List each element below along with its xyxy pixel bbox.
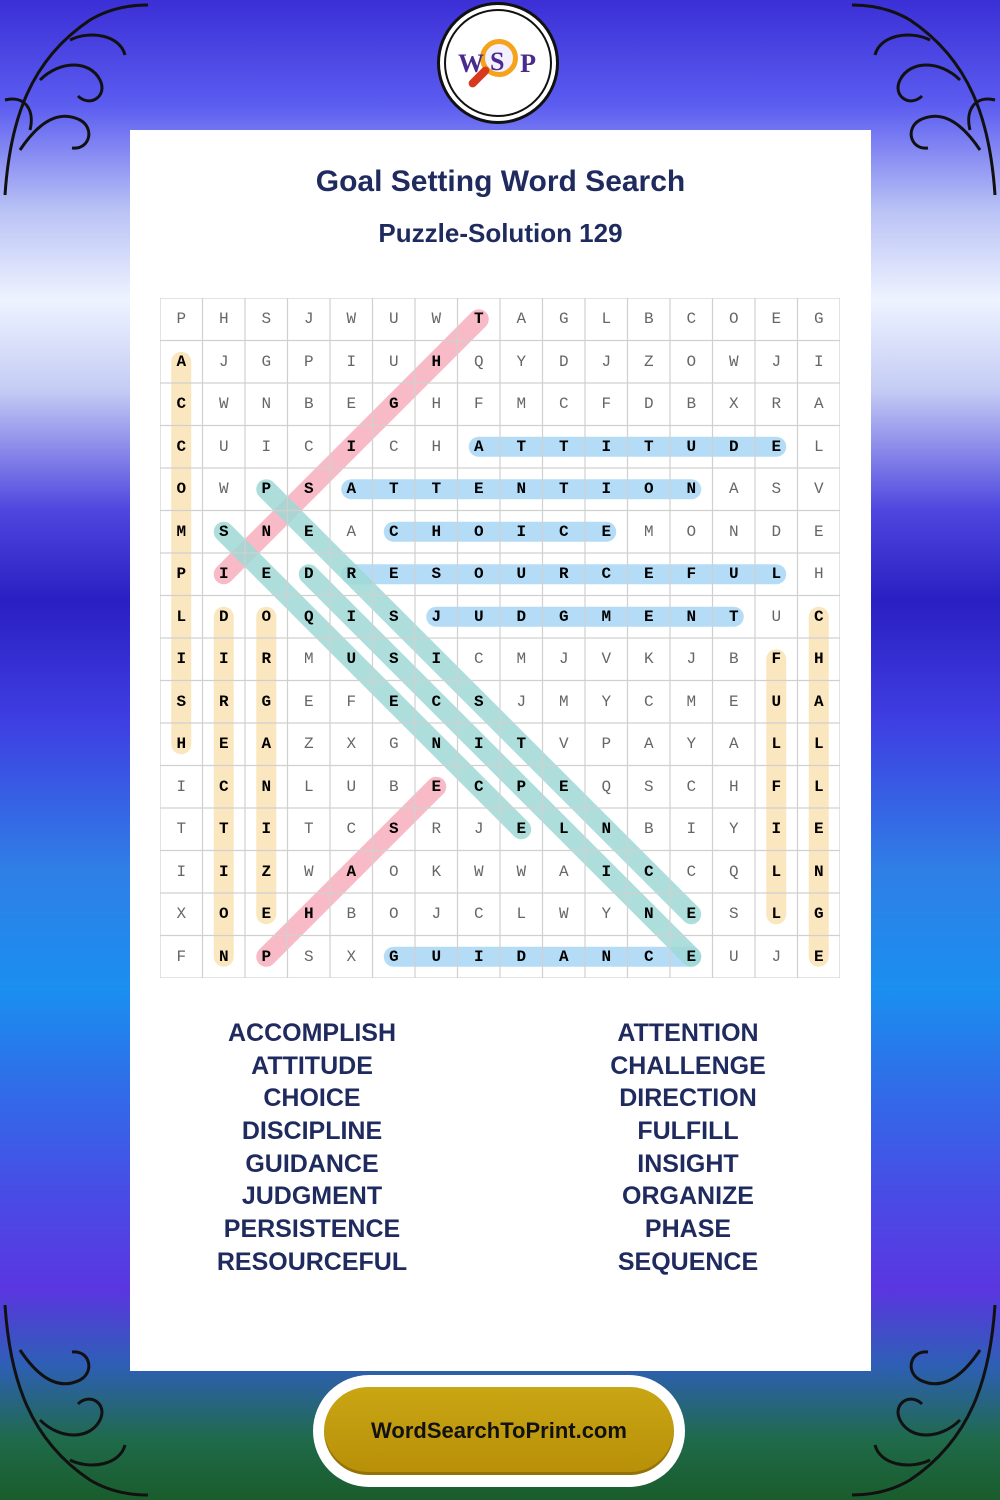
grid-cell[interactable]: J [303,310,314,329]
grid-cell[interactable]: C [473,650,484,669]
word-list-item: ACCOMPLISH [227,1019,397,1047]
grid-cell[interactable]: E [261,905,272,924]
grid-cell[interactable]: S [218,522,229,541]
grid-cell[interactable]: C [388,437,399,456]
grid-cell[interactable]: M [601,607,612,626]
grid-cell[interactable]: H [431,352,442,371]
grid-cell[interactable]: H [431,395,442,414]
grid-cell[interactable]: W [558,905,569,924]
grid-cell[interactable]: E [303,692,314,711]
grid-cell[interactable]: C [813,607,824,626]
grid-cell[interactable]: E [771,310,782,329]
word-list-left [162,1017,462,1279]
word-list-item: ATTENTION [617,1019,759,1047]
grid-cell[interactable]: N [431,735,442,754]
grid-cell[interactable]: I [346,607,357,626]
grid-cell[interactable]: Q [728,862,739,881]
grid-cell[interactable]: E [388,565,399,584]
grid-cell[interactable]: I [261,820,272,839]
grid-cell[interactable]: B [388,777,399,796]
page-title: Goal Setting Word Search [315,165,686,198]
grid-cell[interactable]: O [388,905,399,924]
grid-cell[interactable]: C [686,310,697,329]
grid-cell[interactable]: L [771,565,782,584]
grid-cell[interactable]: V [601,650,612,669]
grid-cell[interactable]: T [473,310,484,329]
grid-cell[interactable]: I [601,862,612,881]
grid-cell[interactable]: C [601,565,612,584]
grid-cell[interactable]: E [516,820,527,839]
grid-cell[interactable]: J [771,947,782,966]
grid-cell[interactable]: E [473,480,484,499]
grid-cell[interactable]: N [601,820,612,839]
grid-cell[interactable]: A [176,352,187,371]
grid-cell[interactable]: E [728,692,739,711]
grid-cell[interactable]: Y [601,905,612,924]
grid-cell[interactable]: T [643,437,654,456]
grid-cell[interactable]: N [261,522,272,541]
grid-cell[interactable]: E [813,522,824,541]
grid-cell[interactable]: A [813,395,824,414]
grid-cell[interactable]: O [261,607,272,626]
grid-cell[interactable]: G [388,735,399,754]
grid-cell[interactable]: L [813,735,824,754]
grid-cell[interactable]: I [218,862,229,881]
word-list-item: PERSISTENCE [223,1215,401,1244]
grid-cell[interactable]: G [813,905,824,924]
grid-cell[interactable]: B [346,905,357,924]
grid-cell[interactable]: H [218,310,229,329]
word-list-item: CHALLENGE [610,1051,766,1080]
grid-cell[interactable]: F [771,777,782,796]
grid-cell[interactable]: D [303,565,314,584]
grid-cell[interactable]: E [771,437,782,456]
grid-cell[interactable]: A [813,692,824,711]
grid-cell[interactable]: C [176,437,187,456]
corner-flourish-top-left [0,0,150,200]
grid-cell[interactable]: B [643,820,654,839]
grid-cell[interactable]: M [558,692,569,711]
grid-cell[interactable]: R [218,692,229,711]
grid-cell[interactable]: G [261,692,272,711]
grid-cell[interactable]: I [176,777,187,796]
grid-cell[interactable]: P [176,565,187,584]
grid-cell[interactable]: L [813,437,824,456]
grid-cell[interactable]: O [728,310,739,329]
grid-cell[interactable]: Z [261,862,272,881]
grid-cell[interactable]: X [728,395,739,414]
grid-cell[interactable]: E [643,565,654,584]
grid-cell[interactable]: L [771,905,782,924]
grid-cell[interactable]: E [388,692,399,711]
grid-cell[interactable]: P [601,735,612,754]
grid-cell[interactable]: P [303,352,314,371]
grid-cell[interactable]: Z [643,352,654,371]
grid-cell[interactable]: L [303,777,314,796]
grid-cell[interactable]: Y [516,352,527,371]
wsp-logo[interactable] [437,2,559,124]
grid-cell[interactable]: C [558,395,569,414]
grid-cell[interactable]: T [516,437,527,456]
corner-flourish-top-right [850,0,1000,200]
grid-cell[interactable]: U [728,565,739,584]
grid-cell[interactable]: D [728,437,739,456]
grid-cell[interactable]: P [176,310,187,329]
grid-cell[interactable]: C [686,777,697,796]
grid-cell[interactable]: J [686,650,697,669]
grid-cell[interactable]: T [303,820,314,839]
word-list-item: ORGANIZE [622,1182,754,1211]
grid-cell[interactable]: H [431,437,442,456]
logo-badge [444,9,552,117]
grid-cell[interactable]: N [643,905,654,924]
grid-cell[interactable]: T [176,820,187,839]
grid-cell[interactable]: M [516,650,527,669]
grid-cell[interactable]: O [473,565,484,584]
grid-cell[interactable]: W [218,395,229,414]
word-list-item: CHOICE [263,1084,361,1113]
grid-cell[interactable]: I [431,650,442,669]
grid-cell[interactable]: C [643,692,654,711]
grid-cell[interactable]: J [218,352,229,371]
grid-cell[interactable]: E [686,905,697,924]
grid-cell[interactable]: T [728,607,739,626]
grid-cell[interactable]: A [558,862,569,881]
grid-cell[interactable]: C [643,862,654,881]
grid-cell[interactable]: I [261,437,272,456]
grid-cell[interactable]: X [176,905,187,924]
grid-cell[interactable]: S [176,692,187,711]
logo-letter-w: W [458,49,484,78]
grid-cell[interactable]: U [771,692,782,711]
grid-cell[interactable]: T [558,437,569,456]
word-list-item: PHASE [644,1215,732,1244]
grid-cell[interactable]: I [601,480,612,499]
grid-cell[interactable]: Y [686,735,697,754]
grid-cell[interactable]: N [728,522,739,541]
grid-cell[interactable]: Q [303,607,314,626]
grid-cell[interactable]: B [643,310,654,329]
grid-cell[interactable]: C [303,437,314,456]
grid-cell[interactable]: W [431,310,442,329]
grid-cell[interactable]: D [771,522,782,541]
grid-cell[interactable]: W [303,862,314,881]
grid-cell[interactable]: F [686,565,697,584]
grid-cell[interactable]: C [686,862,697,881]
logo-letter-p: P [520,49,536,78]
grid-cell[interactable]: N [601,947,612,966]
grid-cell[interactable]: A [643,735,654,754]
grid-cell[interactable]: C [431,692,442,711]
grid-cell[interactable]: E [558,777,569,796]
grid-cell[interactable]: M [176,522,187,541]
grid-cell[interactable]: U [771,607,782,626]
grid-cell[interactable]: L [176,607,187,626]
grid-cell[interactable]: L [516,905,527,924]
grid-cell[interactable]: H [813,565,824,584]
grid-cell[interactable]: G [261,352,272,371]
grid-cell[interactable]: C [388,522,399,541]
grid-cell[interactable]: E [261,565,272,584]
grid-cell[interactable]: O [388,862,399,881]
grid-cell[interactable]: J [558,650,569,669]
grid-cell[interactable]: A [728,735,739,754]
grid-cell[interactable]: U [388,310,399,329]
word-list-item: FULFILL [637,1117,739,1146]
grid-cell[interactable]: G [388,947,399,966]
grid-cell[interactable]: A [346,522,357,541]
grid-cell[interactable]: S [643,777,654,796]
grid-cell[interactable]: S [771,480,782,499]
grid-cell[interactable]: Y [728,820,739,839]
word-list-item: INSIGHT [637,1149,739,1178]
grid-cell[interactable]: S [473,692,484,711]
grid-cell[interactable]: W [728,352,739,371]
grid-cell[interactable]: J [601,352,612,371]
grid-cell[interactable]: N [261,395,272,414]
grid-cell[interactable]: Q [601,777,612,796]
grid-cell[interactable]: J [431,607,442,626]
grid-cell[interactable]: F [601,395,612,414]
grid-cell[interactable]: A [261,735,272,754]
grid-cell[interactable]: T [558,480,569,499]
grid-cell[interactable]: O [643,480,654,499]
grid-cell[interactable]: C [176,395,187,414]
grid-cell[interactable]: J [771,352,782,371]
grid-cell[interactable]: D [643,395,654,414]
grid-cell[interactable]: E [431,777,442,796]
grid-cell[interactable]: E [218,735,229,754]
grid-cell[interactable]: I [218,650,229,669]
grid-cell[interactable]: J [473,820,484,839]
grid-cell[interactable]: N [516,480,527,499]
grid-cell[interactable]: I [601,437,612,456]
grid-cell[interactable]: U [388,352,399,371]
grid-cell[interactable]: R [261,650,272,669]
grid-cell[interactable]: P [261,947,272,966]
grid-cell[interactable]: R [558,565,569,584]
grid-cell[interactable]: I [346,352,357,371]
grid-cell[interactable]: U [431,947,442,966]
grid-cell[interactable]: I [346,437,357,456]
grid-cell[interactable]: G [558,310,569,329]
grid-cell[interactable]: M [686,692,697,711]
grid-cell[interactable]: P [261,480,272,499]
grid-cell[interactable]: G [558,607,569,626]
grid-cell[interactable]: E [303,522,314,541]
grid-cell[interactable]: U [346,777,357,796]
grid-cell[interactable]: T [431,480,442,499]
grid-cell[interactable]: D [516,607,527,626]
grid-cell[interactable]: I [473,735,484,754]
grid-cell[interactable]: F [473,395,484,414]
grid-cell[interactable]: H [176,735,187,754]
grid-cell[interactable]: H [728,777,739,796]
grid-cell[interactable]: Q [473,352,484,371]
puzzle-card [130,130,871,1371]
grid-cell[interactable]: U [346,650,357,669]
grid-cell[interactable]: I [176,650,187,669]
grid-cell[interactable]: E [601,522,612,541]
grid-cell[interactable]: T [516,735,527,754]
grid-cell[interactable]: L [558,820,569,839]
grid-cell[interactable]: L [601,310,612,329]
grid-cell[interactable]: A [728,480,739,499]
grid-cell[interactable]: K [431,862,442,881]
grid-cell[interactable]: C [346,820,357,839]
word-list-item: JUDGMENT [241,1182,383,1211]
grid-cell[interactable]: C [473,777,484,796]
grid-cell[interactable]: G [388,395,399,414]
grid-cell[interactable]: J [516,692,527,711]
grid-cell[interactable]: P [516,777,527,796]
grid-cell[interactable]: I [218,565,229,584]
word-list-item: DISCIPLINE [241,1117,383,1146]
grid-cell[interactable]: R [431,820,442,839]
grid-cell[interactable]: S [261,310,272,329]
corner-flourish-bottom-left [0,1300,150,1500]
footer-badge[interactable] [313,1375,685,1487]
grid-cell[interactable]: L [771,862,782,881]
grid-cell[interactable]: L [813,777,824,796]
grid-cell[interactable]: A [558,947,569,966]
grid-cell[interactable]: W [473,862,484,881]
grid-cell[interactable]: W [346,310,357,329]
grid-cell[interactable]: D [516,947,527,966]
grid-cell[interactable]: T [388,480,399,499]
grid-cell[interactable]: U [218,437,229,456]
grid-cell[interactable]: B [728,650,739,669]
grid-cell[interactable]: O [686,522,697,541]
grid-cell[interactable]: O [473,522,484,541]
grid-cell[interactable]: A [516,310,527,329]
grid-cell[interactable]: F [771,650,782,669]
grid-cell[interactable]: G [813,310,824,329]
grid-cell[interactable]: S [388,820,399,839]
word-list-item: SEQUENCE [617,1247,759,1276]
grid-cell[interactable]: F [346,692,357,711]
logo-letter-s: S [490,47,505,76]
grid-cell[interactable]: N [218,947,229,966]
word-list-item: ATTITUDE [251,1051,373,1080]
grid-cell[interactable]: I [176,862,187,881]
grid-cell[interactable]: E [346,395,357,414]
grid-cell[interactable]: V [558,735,569,754]
grid-cell[interactable]: K [643,650,654,669]
grid-cell[interactable]: U [473,607,484,626]
grid-cell[interactable]: J [431,905,442,924]
grid-cell[interactable]: S [388,607,399,626]
grid-cell[interactable]: T [218,820,229,839]
grid-cell[interactable]: E [813,820,824,839]
grid-cell[interactable]: E [686,947,697,966]
grid-cell[interactable]: I [771,820,782,839]
grid-cell[interactable]: I [686,820,697,839]
grid-cell[interactable]: R [346,565,357,584]
letter-grid [160,298,840,978]
page-subtitle: Puzzle-Solution 129 [378,218,623,248]
grid-cell[interactable]: C [218,777,229,796]
grid-cell[interactable]: D [218,607,229,626]
grid-cell[interactable]: N [261,777,272,796]
grid-cell[interactable]: W [516,862,527,881]
grid-cell[interactable]: I [516,522,527,541]
grid-cell[interactable]: I [473,947,484,966]
grid-cell[interactable]: D [558,352,569,371]
grid-cell[interactable]: A [346,862,357,881]
grid-cell[interactable]: C [473,905,484,924]
grid-cell[interactable]: Z [303,735,314,754]
site-link[interactable]: WordSearchToPrint.com [324,1387,674,1475]
grid-cell[interactable]: X [346,735,357,754]
grid-cell[interactable]: B [303,395,314,414]
grid-cell[interactable]: X [346,947,357,966]
grid-cell[interactable]: R [771,395,782,414]
grid-cell[interactable]: I [813,352,824,371]
grid-cell[interactable]: F [176,947,187,966]
grid-cell[interactable]: U [516,565,527,584]
grid-cell[interactable]: S [303,947,314,966]
grid-cell[interactable]: S [728,905,739,924]
grid-cell[interactable]: O [218,905,229,924]
grid-cell[interactable]: N [813,862,824,881]
grid-cell[interactable]: Y [601,692,612,711]
grid-cell[interactable]: H [431,522,442,541]
grid-cell[interactable]: U [728,947,739,966]
corner-flourish-bottom-right [850,1300,1000,1500]
grid-cell[interactable]: C [643,947,654,966]
word-list-right [538,1017,838,1279]
grid-cell[interactable]: E [643,607,654,626]
grid-cell[interactable]: L [771,735,782,754]
word-list-item: GUIDANCE [245,1149,379,1178]
grid-cell[interactable]: A [346,480,357,499]
grid-cell[interactable]: O [176,480,187,499]
grid-cell[interactable]: B [686,395,697,414]
grid-cell[interactable]: M [516,395,527,414]
grid-cell[interactable]: H [303,905,314,924]
grid-cell[interactable]: S [388,650,399,669]
grid-cell[interactable]: O [686,352,697,371]
grid-cell[interactable]: V [813,480,824,499]
grid-cell[interactable]: N [686,480,697,499]
grid-cell[interactable]: C [558,522,569,541]
grid-cell[interactable]: W [218,480,229,499]
grid-cell[interactable]: S [431,565,442,584]
grid-cell[interactable]: S [303,480,314,499]
word-list-item: DIRECTION [619,1084,757,1113]
grid-cell[interactable]: A [473,437,484,456]
grid-cell[interactable]: M [643,522,654,541]
word-list-item: RESOURCEFUL [216,1247,408,1276]
grid-cell[interactable]: M [303,650,314,669]
grid-cell[interactable]: H [813,650,824,669]
grid-cell[interactable]: N [686,607,697,626]
grid-cell[interactable]: E [813,947,824,966]
grid-cell[interactable]: U [686,437,697,456]
